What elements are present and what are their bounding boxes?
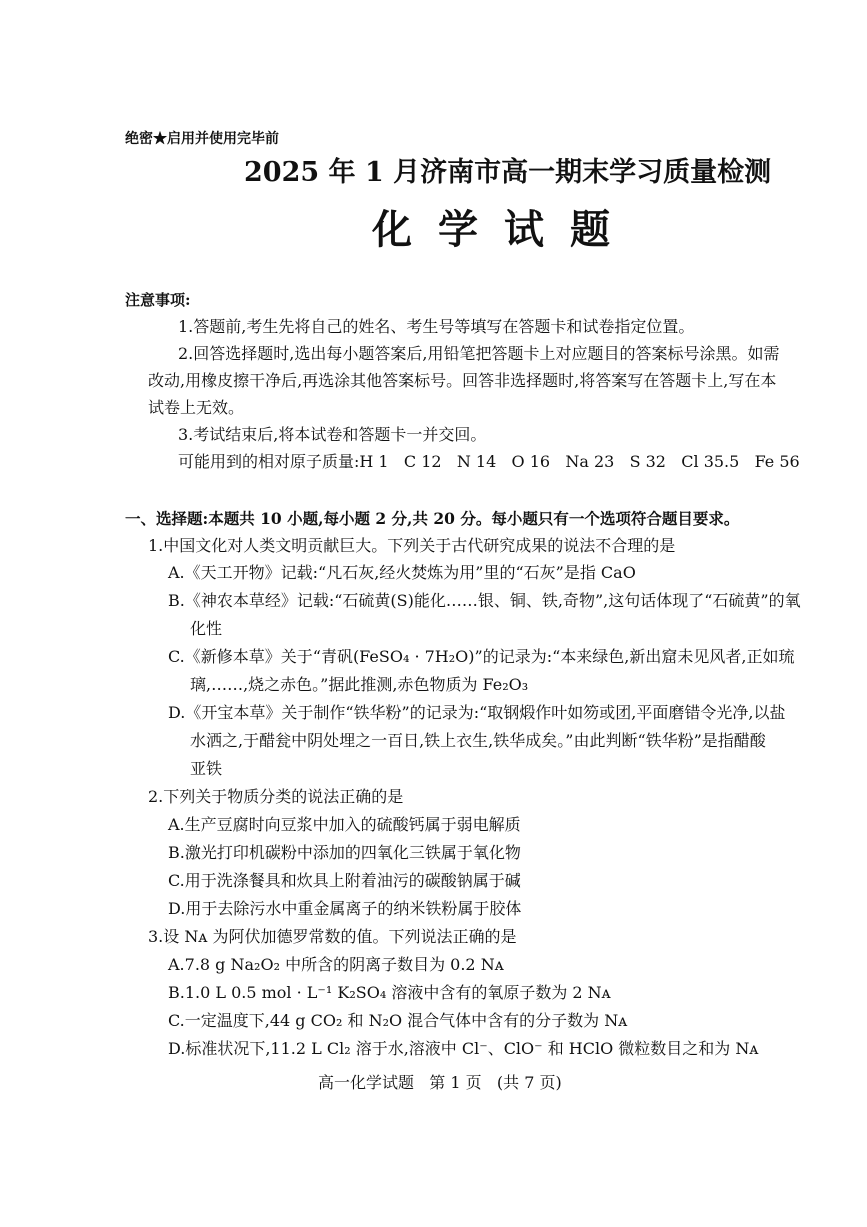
- q1-option-b-line-2: 化性: [190, 619, 223, 638]
- q1-option-d-line-2: 水洒之,于醋瓮中阴处埋之一百日,铁上衣生,铁华成矣。”由此判断“铁华粉”是指醋酸: [190, 731, 766, 750]
- atomic-masses: 可能用到的相对原子质量:H 1 C 12 N 14 O 16 Na 23 S 32 Cl 35.5 Fe 56: [178, 452, 800, 471]
- q2-option-c: C.用于洗涤餐具和炊具上附着油污的碳酸钠属于碱: [168, 871, 521, 890]
- q3-stem: 3.设 Nᴀ 为阿伏加德罗常数的值。下列说法正确的是: [148, 927, 517, 946]
- q1-option-c-line-1: C.《新修本草》关于“青矾(FeSO₄ · 7H₂O)”的记录为:“本来绿色,新出窟未见风者,正如琉: [168, 647, 795, 666]
- q3-option-c: C.一定温度下,44 g CO₂ 和 N₂O 混合气体中含有的分子数为 Nᴀ: [168, 1011, 628, 1030]
- notice-item-2-line-3: 试卷上无效。: [148, 398, 245, 417]
- q1-stem: 1.中国文化对人类文明贡献巨大。下列关于古代研究成果的说法不合理的是: [148, 536, 676, 555]
- notice-item-1: 1.答题前,考生先将自己的姓名、考生号等填写在答题卡和试卷指定位置。: [178, 317, 695, 336]
- q1-option-a: A.《天工开物》记载:“凡石灰,经火焚炼为用”里的“石灰”是指 CaO: [168, 563, 636, 582]
- q1-option-b-line-1: B.《神农本草经》记载:“石硫黄(S)能化……银、铜、铁,奇物”,这句话体现了“石硫黄”的氧: [168, 591, 801, 610]
- subject-title: 化学试题: [372, 206, 636, 253]
- confidential-mark: 绝密★启用并使用完毕前: [125, 131, 279, 147]
- q2-option-b: B.激光打印机碳粉中添加的四氧化三铁属于氧化物: [168, 843, 521, 862]
- page-footer: 高一化学试题 第 1 页 (共 7 页): [318, 1073, 562, 1092]
- q1-option-d-line-3: 亚铁: [190, 759, 223, 778]
- q3-option-b: B.1.0 L 0.5 mol · L⁻¹ K₂SO₄ 溶液中含有的氧原子数为 2 Nᴀ: [168, 983, 611, 1002]
- q2-option-d: D.用于去除污水中重金属离子的纳米铁粉属于胶体: [168, 899, 522, 918]
- notice-item-2-line-1: 2.回答选择题时,选出每小题答案后,用铅笔把答题卡上对应题目的答案标号涂黑。如需: [178, 344, 780, 363]
- q2-option-a: A.生产豆腐时向豆浆中加入的硫酸钙属于弱电解质: [168, 815, 521, 834]
- q1-option-c-line-2: 璃,……,烧之赤色。”据此推测,赤色物质为 Fe₂O₃: [190, 675, 529, 694]
- q3-option-a: A.7.8 g Na₂O₂ 中所含的阴离子数目为 0.2 Nᴀ: [168, 955, 504, 974]
- notice-item-3: 3.考试结束后,将本试卷和答题卡一并交回。: [178, 425, 487, 444]
- q1-option-d-line-1: D.《开宝本草》关于制作“铁华粉”的记录为:“取钢煅作叶如笏或团,平面磨错令光净,以盐: [168, 703, 786, 722]
- notice-heading: 注意事项:: [125, 291, 191, 309]
- q3-option-d: D.标准状况下,11.2 L Cl₂ 溶于水,溶液中 Cl⁻、ClO⁻ 和 HClO 微粒数目之和为 Nᴀ: [168, 1039, 759, 1058]
- section-1-heading: 一、选择题:本题共 10 小题,每小题 2 分,共 20 分。每小题只有一个选项符合题目要求。: [125, 509, 740, 528]
- notice-item-2-line-2: 改动,用橡皮擦干净后,再选涂其他答案标号。回答非选择题时,将答案写在答题卡上,写在本: [148, 371, 777, 390]
- exam-title: 2025 年 1 月济南市高一期末学习质量检测: [244, 157, 772, 188]
- q2-stem: 2.下列关于物质分类的说法正确的是: [148, 787, 404, 806]
